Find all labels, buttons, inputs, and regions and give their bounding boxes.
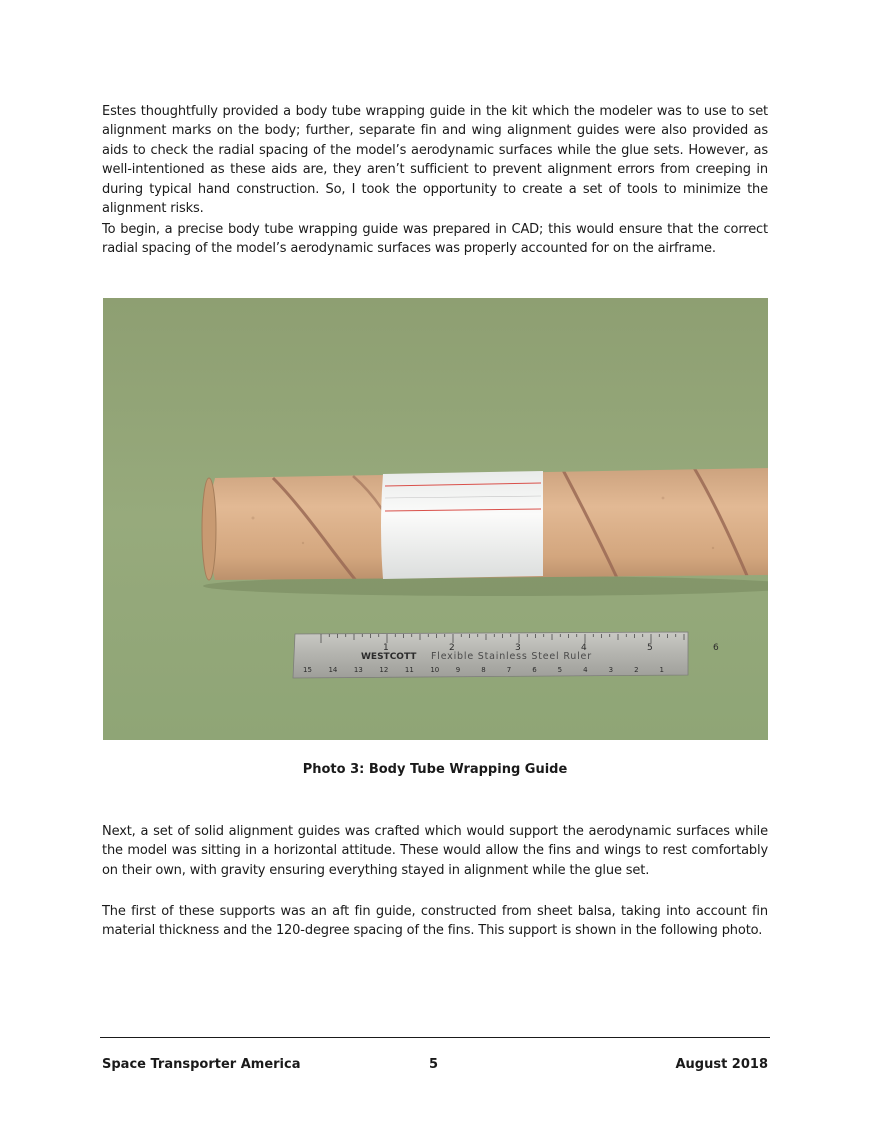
- ruler-inch-label: 6: [713, 643, 719, 653]
- ruler-inch-label: 2: [449, 643, 455, 653]
- ruler-inch-label: 1: [383, 643, 389, 653]
- footer-divider: [100, 1037, 770, 1038]
- ruler-cm-label: 15: [303, 666, 312, 674]
- footer-title: Space Transporter America: [102, 1057, 301, 1072]
- photo-caption: Photo 3: Body Tube Wrapping Guide: [302, 762, 568, 777]
- ruler-cm-label: 13: [353, 666, 363, 674]
- ruler-cm-label: 2: [634, 666, 639, 674]
- ruler-cm-label: 11: [404, 666, 414, 674]
- photo-body-tube-wrapping-guide: [103, 298, 768, 740]
- ruler-cm-label: 3: [608, 666, 614, 674]
- ruler-cm-label: 1: [659, 666, 665, 674]
- steel-ruler: [293, 632, 719, 678]
- ruler-cm-label: 14: [328, 666, 338, 674]
- ruler-cm-label: 12: [379, 666, 389, 674]
- paragraph-alignment-guides: Next, a set of solid alignment guides was crafted which would support the aerodynamic surfaces while the model was sitting in a horizontal attitude. These would allow the fins and wings to rest comfortably on their own, with gravity ensuring everything stayed in alignment while the glue set.: [102, 824, 768, 878]
- footer-page-number: 5: [429, 1057, 439, 1072]
- footer-date: August 2018: [675, 1057, 768, 1072]
- paragraph-wrapping-guide: To begin, a precise body tube wrapping guide was prepared in CAD; this would ensure that the correct radial spacing of the model’s aerodynamic surfaces was properly accounted for on the airframe.: [102, 222, 768, 257]
- paragraph-intro: Estes thoughtfully provided a body tube wrapping guide in the kit which the modeler was to use to set alignment marks on the body; further, separate fin and wing alignment guides were also provided as aids to check the radial spacing of the model’s aerodynamic surfaces while the glue sets. However, as well-intentioned as these aids are, they aren’t sufficient to prevent alignment errors from creeping in during typical hand construction. So, I took the opportunity to create a set of tools to minimize the alignment risks.: [102, 104, 768, 217]
- ruler-cm-label: 6: [532, 666, 537, 674]
- ruler-brand-text: WESTCOTT: [361, 652, 417, 662]
- ruler-cm-labels: [303, 666, 664, 674]
- ruler-cm-label: 8: [481, 666, 486, 674]
- ruler-cm-label: 10: [430, 666, 440, 674]
- ruler-inch-label: 4: [581, 643, 587, 653]
- ruler-cm-label: 9: [455, 666, 461, 674]
- ruler-inch-label: 3: [515, 643, 521, 653]
- ruler-product-text: Flexible Stainless Steel Ruler: [431, 651, 592, 662]
- tube-end: [202, 478, 216, 580]
- ruler-cm-label: 4: [583, 666, 588, 674]
- ruler-cm-label: 5: [557, 666, 563, 674]
- ruler-inch-label: 5: [647, 643, 653, 653]
- ruler-cm-label: 7: [506, 666, 512, 674]
- wrapping-guide-paper: [381, 471, 543, 579]
- paragraph-aft-fin-guide: The first of these supports was an aft fin guide, constructed from sheet balsa, taking into account fin material thickness and the 120-degree spacing of the fins. This support is shown in the following photo.: [102, 904, 768, 939]
